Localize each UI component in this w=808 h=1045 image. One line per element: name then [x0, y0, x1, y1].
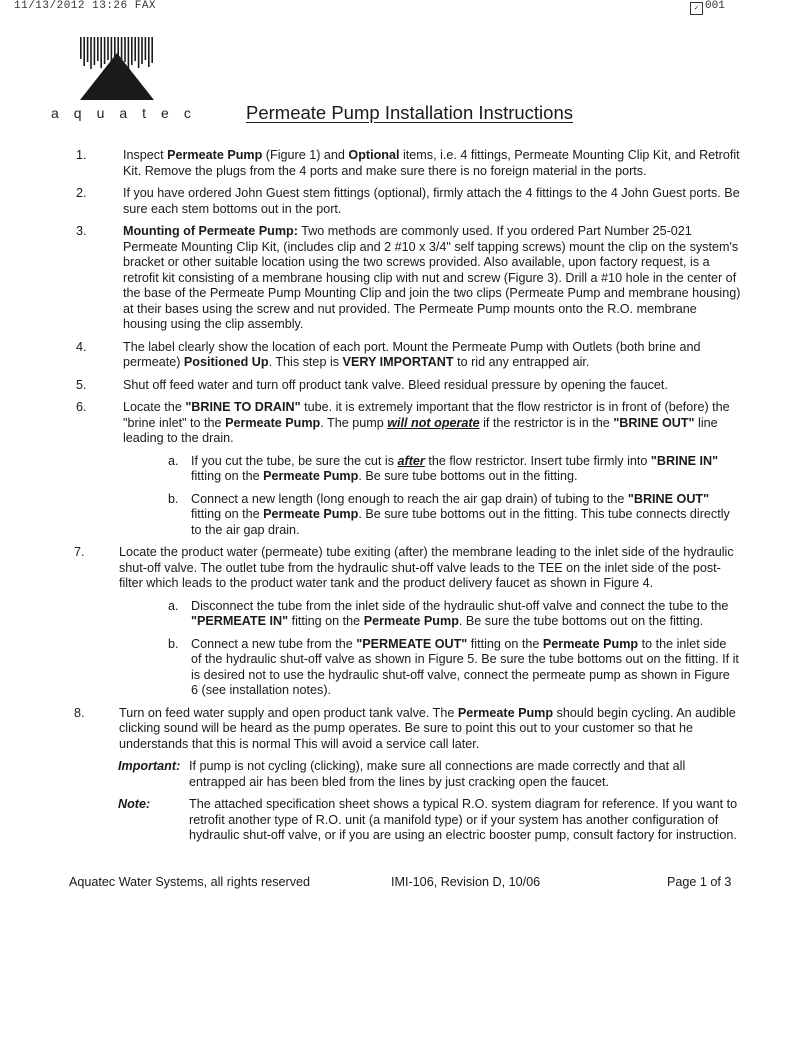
- step-text: Turn on feed water supply and open product tank valve. The Permeate Pump should begin cycling. An audible clicking sound will be heard as the pump operates. Be sure to point this out to your customer so that he understands that this is normal This will avoid a service call later.: [119, 705, 736, 751]
- step-4: [0, 340, 808, 371]
- step-6: [0, 400, 808, 538]
- note-text: If pump is not cycling (clicking), make sure all connections are made correctly and that all entrapped air has been bled from the lines by just cracking open the faucet.: [189, 759, 686, 789]
- step-7-sub-b: [0, 637, 808, 699]
- footer-page-number: Page 1 of 3: [667, 875, 732, 889]
- sub-label: b.: [168, 491, 179, 506]
- step-8: [0, 706, 808, 753]
- step-text: Locate the "BRINE TO DRAIN" tube. it is extremely important that the flow restrictor is in front of (before) the "brine inlet" to the Permeate Pump. The pump will not operate if the restrictor is in the "BRINE OUT" line leading to the drain.: [123, 400, 730, 445]
- step-text: Locate the product water (permeate) tube exiting (after) the membrane leading to the inlet side of the hydraulic shut-off valve. The outlet tube from the hydraulic shut-off valve leads to the TEE on the inlet side of the post-filter which leads to the product water tank and the product delivery faucet as shown in Figure 4.: [119, 545, 734, 590]
- fax-header-page: [690, 0, 725, 15]
- step-text: The label clearly show the location of each port. Mount the Permeate Pump with Outlets (both brine and permeate) Positioned Up. This step is VERY IMPORTANT to rid any entrapped air.: [123, 339, 701, 369]
- step-1: [0, 148, 808, 179]
- sub-label: a.: [168, 598, 179, 613]
- step-number: 1.: [76, 148, 87, 162]
- general-note: [0, 797, 808, 844]
- footer-copyright: Aquatec Water Systems, all rights reserved: [69, 875, 311, 889]
- step-text: Shut off feed water and turn off product tank valve. Bleed residual pressure by opening the faucet.: [123, 377, 668, 392]
- step-3: [0, 224, 808, 333]
- step-number: 7.: [74, 545, 85, 559]
- note-label: Important:: [118, 759, 181, 773]
- step-number: 5.: [76, 377, 87, 392]
- sub-label: b.: [168, 636, 179, 651]
- important-note: [0, 759, 808, 790]
- page-title: Permeate Pump Installation Instructions: [246, 102, 573, 123]
- fax-box-icon: ✓: [690, 2, 703, 15]
- step-number: 4.: [76, 339, 87, 354]
- brand-wordmark: aquatec: [51, 105, 206, 121]
- sub-text: Disconnect the tube from the inlet side of the hydraulic shut-off valve and connect the tube to the "PERMEATE IN" fitting on the Permeate Pump. Be sure the tube bottoms out on the fitting.: [191, 598, 729, 628]
- sub-text: Connect a new length (long enough to reach the air gap drain) of tubing to the "BRINE OUT" fitting on the Permeate Pump. Be sure tube bottoms out in the fitting. This tube connects directly to the air gap drain.: [191, 491, 730, 537]
- footer-doc-id: IMI-106, Revision D, 10/06: [391, 875, 541, 889]
- fax-page-code: 001: [705, 0, 725, 12]
- step-text: If you have ordered John Guest stem fittings (optional), firmly attach the 4 fittings to the 4 John Guest ports. Be sure each stem bottoms out in the port.: [123, 186, 740, 216]
- sub-text: Connect a new tube from the "PERMEATE OUT" fitting on the Permeate Pump to the inlet side of the hydraulic shut-off valve as shown in Figure 5. Be sure the tube bottoms out on the fitting. If it is desired not to use the hydraulic shut-off valve, connect the permeate pump as shown in Figure 6 (see installation notes).: [191, 636, 739, 697]
- instructions-list: [0, 148, 808, 851]
- sub-text: If you cut the tube, be sure the cut is after the flow restrictor. Insert tube firmly into "BRINE IN" fitting on the Permeate Pump. Be sure tube bottoms out in the fitting.: [191, 453, 719, 483]
- step-7-sub-a: [0, 599, 808, 630]
- step-text: Mounting of Permeate Pump: Two methods are commonly used. If you ordered Part Number 25-021 Permeate Mounting Clip Kit, (includes clip and 2 #10 x 3/4" self tapping screws) mount the clip on the system's bracket or other suitable location using the two screws provided. Also available, upon factory request, is a retrofit kit consisting of a membrane housing clip with nut and screw (Figure 3). Drill a #10 hole in the center of the base of the Permeate Pump Mounting Clip and join the two clips (Permeate Pump and membrane housing) at their bases using the screw and nut provided. The Permeate Pump mounts onto the R.O. membrane housing using the clip assembly.: [123, 224, 741, 331]
- note-label: Note:: [118, 797, 151, 811]
- step-number: 2.: [76, 186, 87, 200]
- step-number: 8.: [74, 705, 85, 720]
- step-5: [0, 378, 808, 394]
- step-text: Inspect Permeate Pump (Figure 1) and Optional items, i.e. 4 fittings, Permeate Mounting Clip Kit, and Retrofit Kit. Remove the plugs from the 4 ports and make sure there is no foreign material in the ports.: [123, 148, 740, 178]
- step-6-sub-a: [0, 454, 808, 485]
- note-text: The attached specification sheet shows a typical R.O. system diagram for reference. If you want to retrofit another type of R.O. unit (a manifold type) or if your system has another configuration of hydraulic shut-off valve, or if you are using an electric booster pump, consult factory for instruction.: [189, 797, 738, 842]
- step-number: 6.: [76, 400, 87, 414]
- sub-label: a.: [168, 453, 179, 468]
- step-7: [0, 545, 808, 699]
- step-number: 3.: [76, 224, 87, 238]
- aquatec-logo-icon: [78, 37, 156, 103]
- step-2: [0, 186, 808, 217]
- fax-header-datetime: 11/13/2012 13:26 FAX: [14, 0, 157, 12]
- step-6-sub-b: [0, 492, 808, 539]
